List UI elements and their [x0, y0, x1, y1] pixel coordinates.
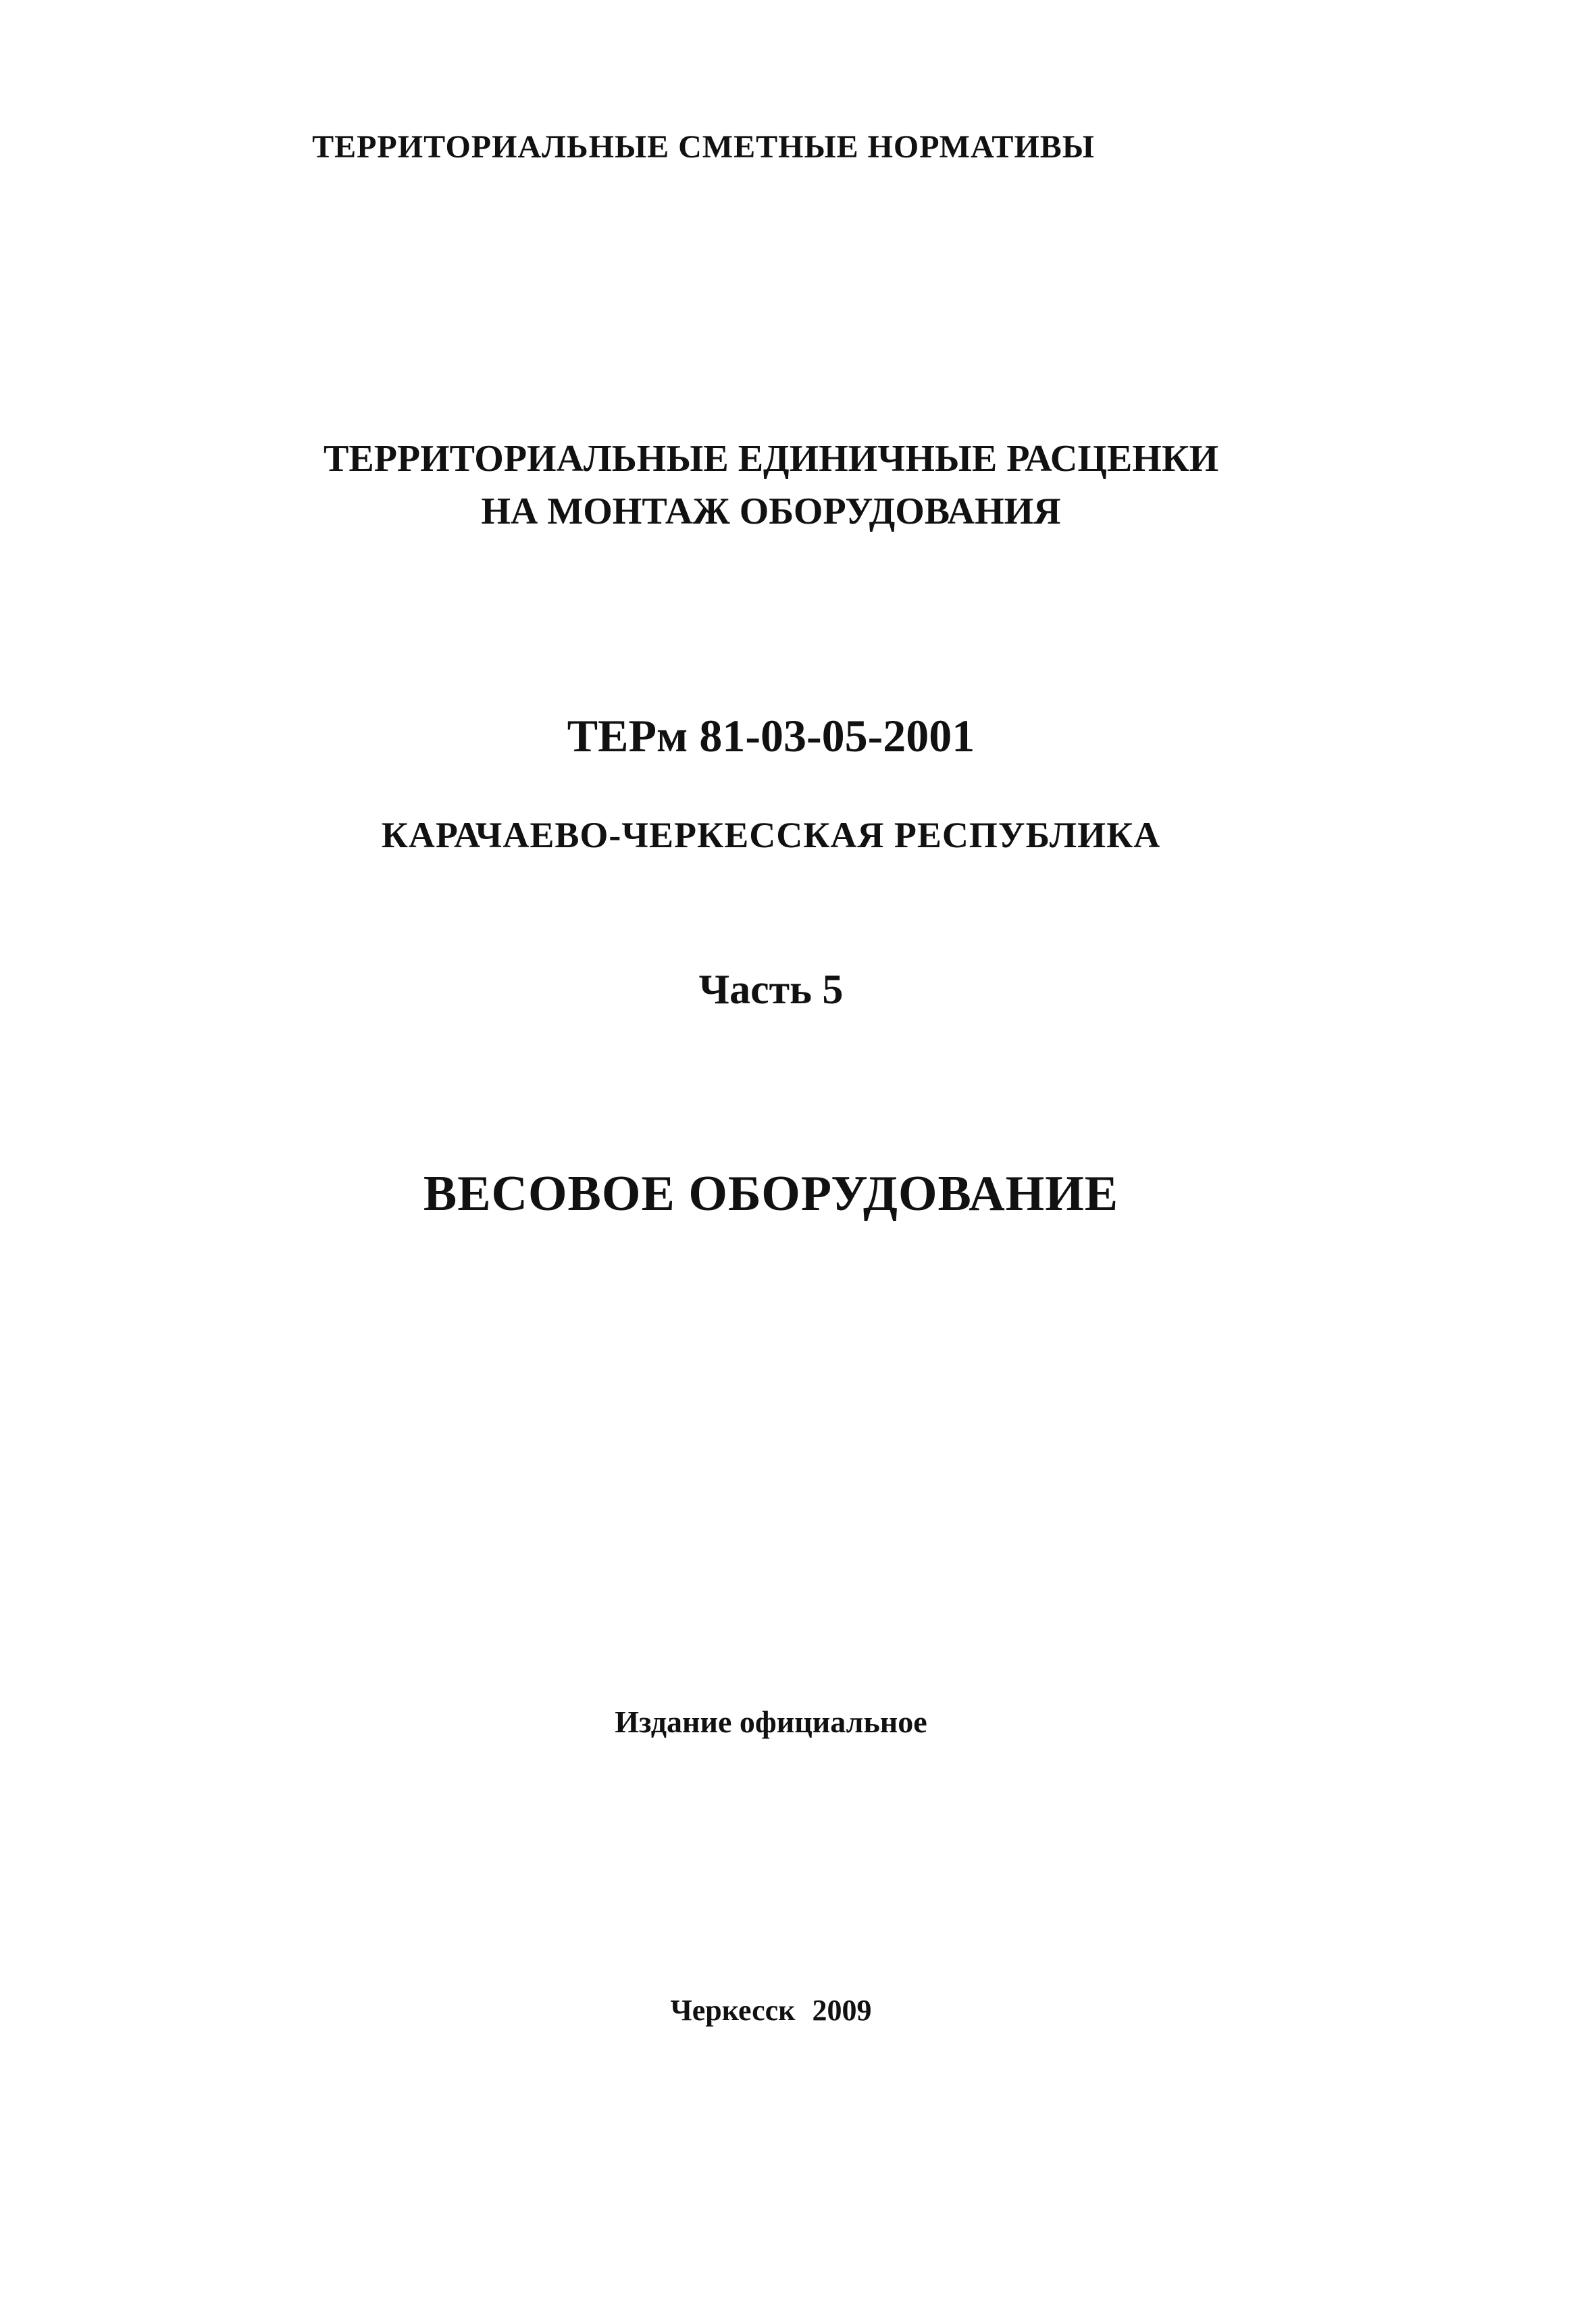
part-number: Часть 5: [698, 967, 844, 1013]
collection-title-line-2: НА МОНТАЖ ОБОРУДОВАНИЯ: [481, 491, 1061, 532]
subject-title: ВЕСОВОЕ ОБОРУДОВАНИЕ: [423, 1166, 1119, 1222]
series-title: ТЕРРИТОРИАЛЬНЫЕ СМЕТНЫЕ НОРМАТИВЫ: [312, 129, 1095, 165]
collection-title: [0, 432, 1569, 538]
edition-note: Издание официальное: [615, 1705, 927, 1739]
imprint: [0, 1993, 1569, 2028]
region-title: КАРАЧАЕВО-ЧЕРКЕССКАЯ РЕСПУБЛИКА: [381, 815, 1161, 855]
document-code: ТЕРм 81-03-05-2001: [567, 710, 975, 761]
collection-title-line-1: ТЕРРИТОРИАЛЬНЫЕ ЕДИНИЧНЫЕ РАСЦЕНКИ: [323, 438, 1219, 480]
imprint-city: Черкесск: [670, 1994, 796, 2027]
imprint-year: 2009: [812, 1994, 872, 2027]
